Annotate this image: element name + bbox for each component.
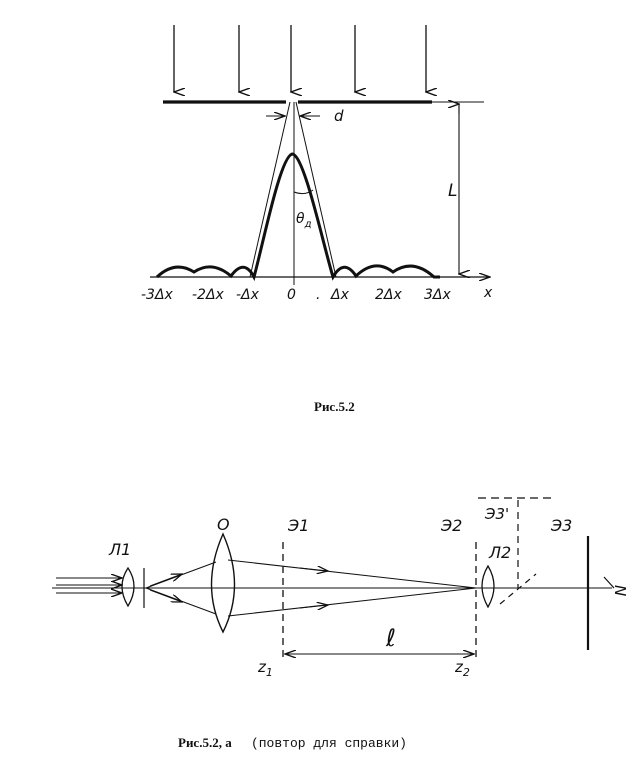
tick-label: -2Δx [192, 287, 224, 303]
label-E1: Э1 [288, 516, 310, 535]
distance-ell-dimension [285, 624, 474, 654]
distance-L-dimension [448, 104, 459, 274]
tick-label: 2Δx [375, 287, 402, 303]
tick-label: 3Δx [424, 287, 451, 303]
label-N: N [611, 585, 629, 597]
label-z1: $z_1$ [258, 658, 273, 679]
label-d: d [334, 107, 344, 125]
diffraction-cone [250, 102, 336, 285]
optical-setup-figure [52, 498, 629, 751]
objective-lens-O [212, 534, 235, 632]
label-E3: Э3 [551, 516, 573, 535]
x-tick-labels [141, 285, 493, 303]
x-axis-label: x [484, 285, 493, 301]
label-L2: Л2 [489, 543, 512, 562]
label-L: L [448, 181, 458, 201]
lens-L1 [122, 568, 134, 606]
tick-label: -3Δx [141, 287, 173, 303]
figure-2-caption: Рис.5.2, а (повтор для справки) [178, 735, 407, 751]
label-O: О [217, 515, 230, 534]
tick-label: . [316, 287, 321, 303]
incoming-beam [56, 578, 122, 593]
tick-label: -Δx [236, 287, 259, 303]
label-E2: Э2 [441, 516, 463, 535]
tick-label: 0 [287, 287, 296, 303]
label-E3prime: Э3' [485, 505, 510, 523]
incident-rays [174, 25, 426, 92]
label-theta: $\theta_д$ [296, 211, 312, 230]
label-z2: $z_2$ [455, 658, 470, 679]
label-ell: ℓ [386, 624, 396, 652]
figure-1-caption: Рис.5.2 [314, 399, 355, 414]
diffraction-figure [141, 25, 493, 414]
tick-label: Δx [331, 287, 349, 303]
lens-L2 [482, 566, 494, 607]
label-L1: Л1 [109, 540, 132, 559]
slit-width-dimension [266, 107, 344, 125]
